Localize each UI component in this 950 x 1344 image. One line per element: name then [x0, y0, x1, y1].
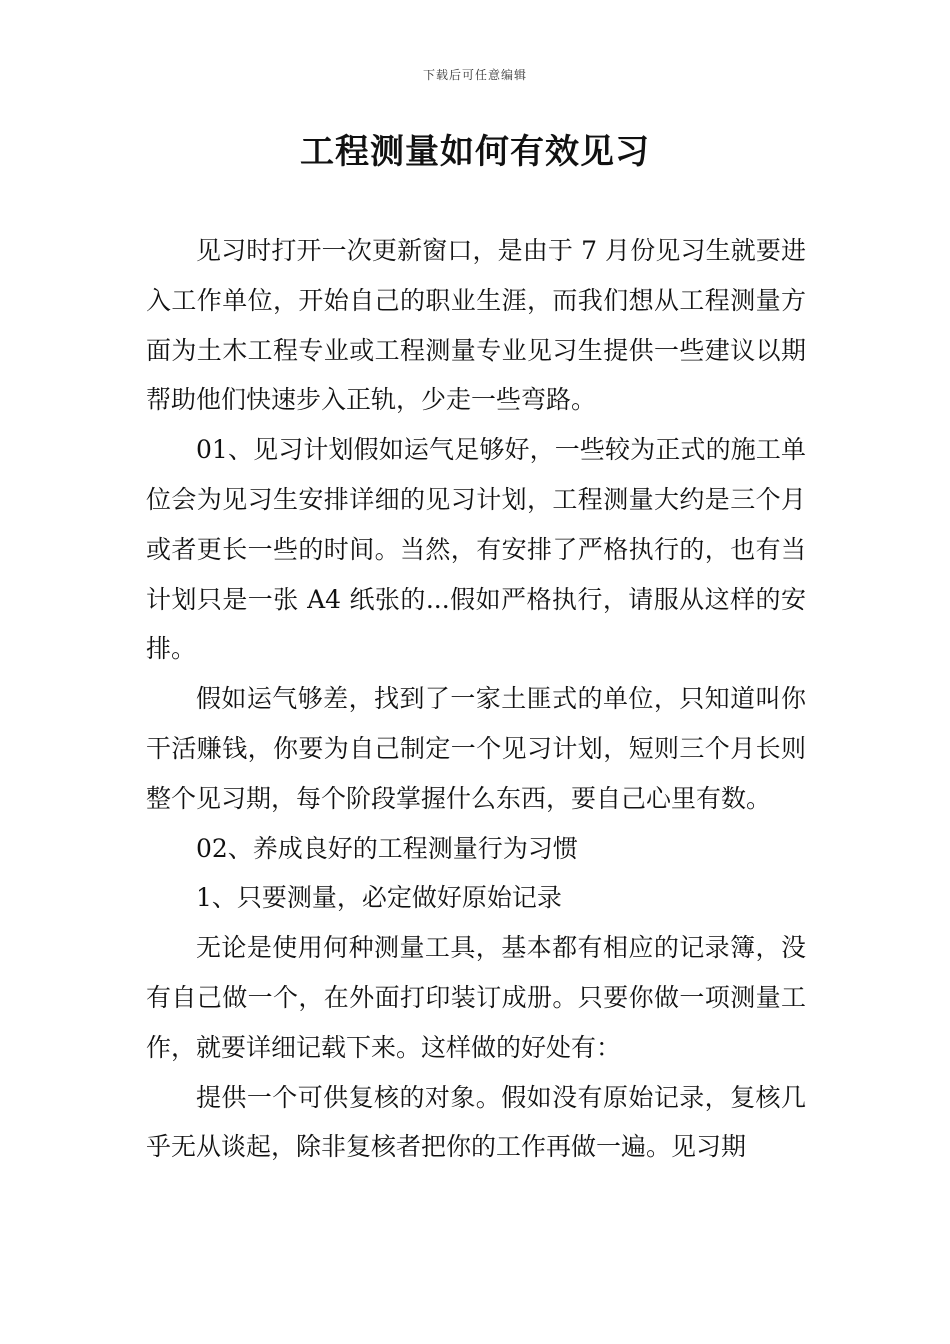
paragraph-plan: 01、见习计划假如运气足够好，一些较为正式的施工单位会为见习生安排详细的见习计划，工程测量大约是三个月或者更长一些的时间。当然，有安排了严格执行的，也有当计划只是一张 A4 纸张的...假如严格执行，请服从这样的安排。 — [146, 435, 806, 664]
header-note: 下载后可任意编辑 — [422, 68, 527, 82]
paragraph-record-books: 无论是使用何种测量工具，基本都有相应的记录簿，没有自己做一个，在外面打印装订成册。只要你做一项测量工作，就要详细记载下来。这样做的好处有： — [146, 933, 806, 1062]
paragraph-bad-luck: 假如运气够差，找到了一家土匪式的单位，只知道叫你干活赚钱，你要为自己制定一个见习计划，短则三个月长则整个见习期，每个阶段掌握什么东西，要自己心里有数。 — [146, 684, 806, 813]
paragraph-intro: 见习时打开一次更新窗口，是由于 7 月份见习生就要进入工作单位，开始自己的职业生涯，而我们想从工程测量方面为土木工程专业或工程测量专业见习生提供一些建议以期帮助他们快速步入正轨，少走一些弯路。 — [146, 236, 806, 415]
subheading-records: 1、只要测量，必定做好原始记录 — [196, 883, 562, 913]
document-body — [146, 226, 806, 1172]
document-title: 工程测量如何有效见习 — [300, 132, 650, 172]
paragraph-verification: 提供一个可供复核的对象。假如没有原始记录，复核几乎无从谈起，除非复核者把你的工作再做一遍。见习期 — [146, 1082, 806, 1162]
section-heading-habits: 02、养成良好的工程测量行为习惯 — [196, 833, 578, 863]
